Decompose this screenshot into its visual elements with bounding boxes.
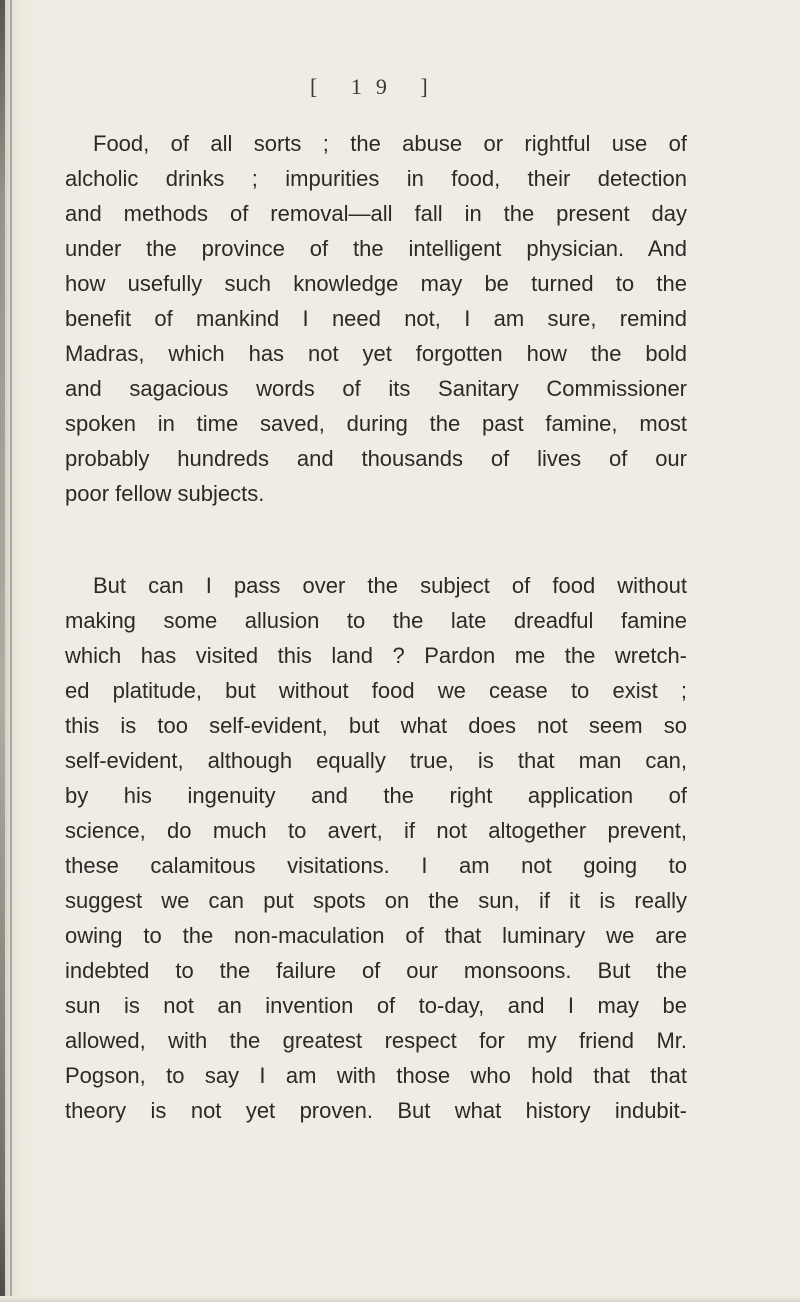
binding-line	[10, 0, 12, 1302]
text-line: owing to the non-maculation of that luminary we are	[65, 923, 687, 948]
text-line: Pogson, to say I am with those who hold that that	[65, 1063, 687, 1088]
text-line: how usefully such knowledge may be turned to the	[65, 271, 687, 296]
text-line: this is too self-evident, but what does not seem so	[65, 713, 687, 738]
text-line: Food, of all sorts ; the abuse or rightful use of	[93, 131, 687, 156]
text-line: these calamitous visitations. I am not going to	[65, 853, 687, 878]
text-line: ed platitude, but without food we cease to exist ;	[65, 678, 687, 703]
text-line: and methods of removal—all fall in the present day	[65, 201, 687, 226]
paragraph-1	[65, 126, 687, 511]
text-line: and sagacious words of its Sanitary Commissioner	[65, 376, 687, 401]
text-line: suggest we can put spots on the sun, if it is really	[65, 888, 687, 913]
binding-shadow	[0, 0, 5, 1302]
text-line: science, do much to avert, if not altogether prevent,	[65, 818, 687, 843]
text-line: which has visited this land ? Pardon me the wretch-	[65, 643, 687, 668]
text-line: self-evident, although equally true, is that man can,	[65, 748, 687, 773]
text-line: alcholic drinks ; impurities in food, their detection	[65, 166, 687, 191]
text-line: allowed, with the greatest respect for my friend Mr.	[65, 1028, 687, 1053]
text-line: spoken in time saved, during the past famine, most	[65, 411, 687, 436]
text-line: Madras, which has not yet forgotten how the bold	[65, 341, 687, 366]
text-line: sun is not an invention of to-day, and I may be	[65, 993, 687, 1018]
paragraph-2	[65, 568, 687, 1128]
page-number: [ 19 ]	[310, 74, 442, 99]
text-line: theory is not yet proven. But what history indubit-	[65, 1098, 687, 1123]
text-line: benefit of mankind I need not, I am sure, remind	[65, 306, 687, 331]
binding-edge	[0, 0, 34, 1302]
text-line: under the province of the intelligent physician. And	[65, 236, 687, 261]
page-bottom-edge	[0, 1296, 800, 1302]
text-line: probably hundreds and thousands of lives of our	[65, 446, 687, 471]
text-line: by his ingenuity and the right application of	[65, 783, 687, 808]
text-line: poor fellow subjects.	[65, 481, 265, 506]
text-line: But can I pass over the subject of food without	[93, 573, 687, 598]
text-line: indebted to the failure of our monsoons. But the	[65, 958, 687, 983]
text-line: making some allusion to the late dreadful famine	[65, 608, 687, 633]
